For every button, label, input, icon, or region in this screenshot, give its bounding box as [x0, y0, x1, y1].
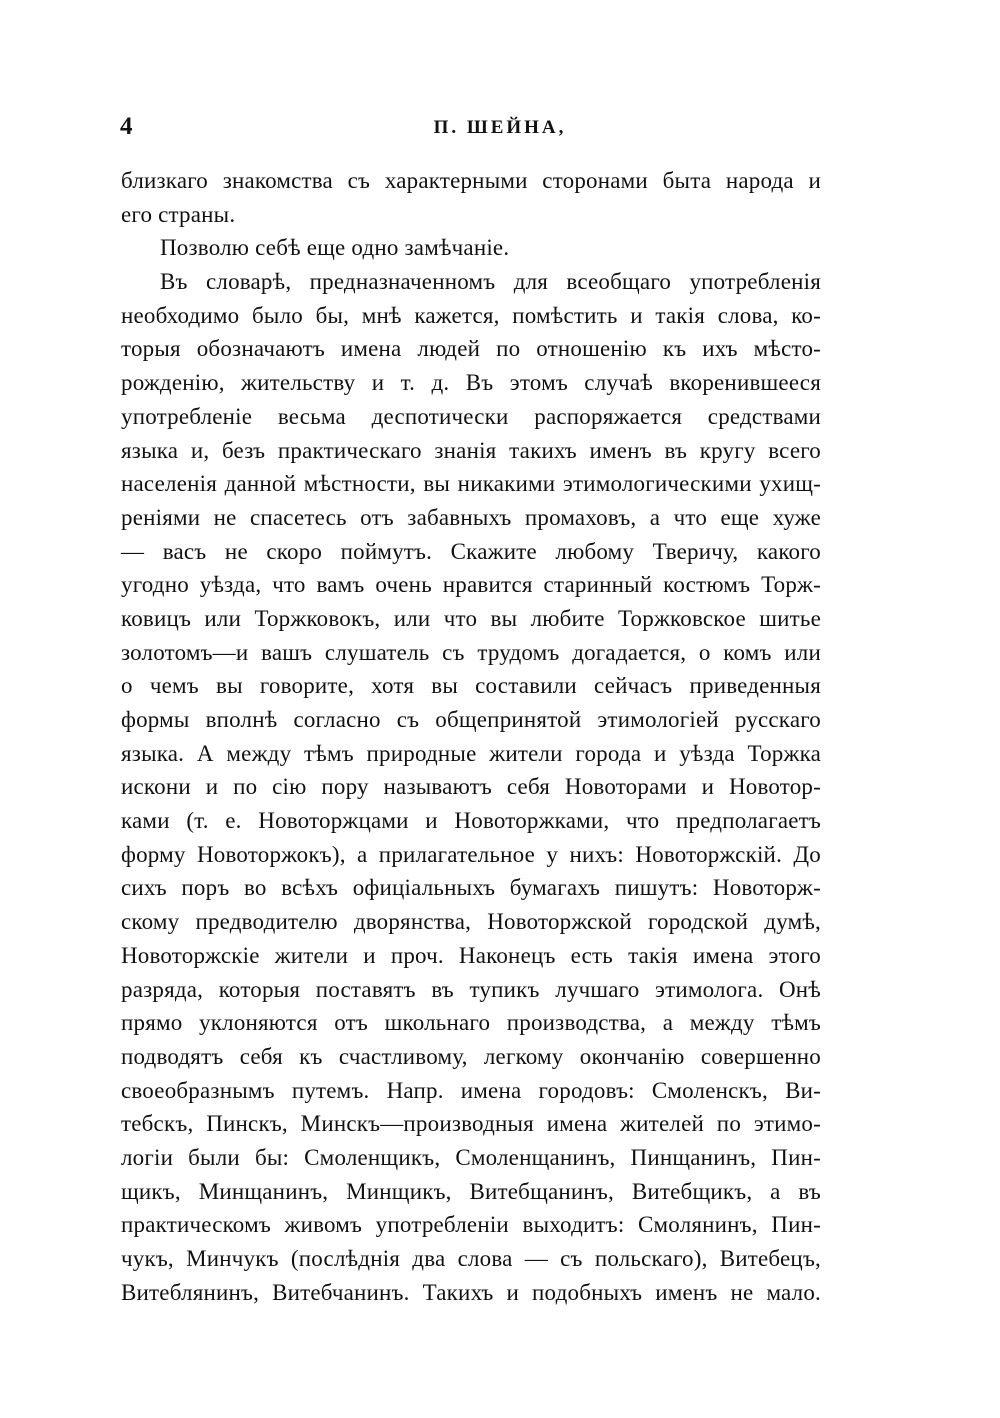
- text-line: искони и по сію пору называютъ себя Новоторами и Новотор-: [121, 774, 821, 800]
- running-title: П. ШЕЙНА,: [433, 117, 567, 138]
- text-line: угодно уѣзда, что вамъ очень нравится старинный костюмъ Торж-: [121, 572, 821, 598]
- text-line: щикъ, Минщанинъ, Минщикъ, Витебщанинъ, Витебщикъ, а въ: [121, 1178, 821, 1204]
- text-line: золотомъ—и вашъ слушатель съ трудомъ догадается, о комъ или: [121, 639, 821, 665]
- text-line: ковицъ или Торжковокъ, или что вы любите Торжковское шитье: [121, 605, 821, 631]
- text-line: тебскъ, Пинскъ, Минскъ—производныя имена жителей по этимо-: [121, 1111, 821, 1137]
- text-line: — васъ не скоро поймутъ. Скажите любому Тверичу, какого: [121, 538, 821, 564]
- text-line: близкаго знакомства съ характерными сторонами быта народа и: [121, 168, 821, 193]
- text-line: о чемъ вы говорите, хотя вы составили сейчасъ приведенныя: [121, 673, 821, 699]
- text-line: прямо уклоняются отъ школьнаго производства, а между тѣмъ: [121, 1010, 821, 1036]
- text-line: подводятъ себя къ счастливому, легкому окончанію совершенно: [121, 1043, 821, 1069]
- text-line: необходимо было бы, мнѣ кажется, помѣстить и такія слова, ко-: [121, 302, 821, 328]
- text-line: разряда, которыя поставятъ въ тупикъ лучшаго этимолога. Онѣ: [121, 976, 821, 1002]
- text-line: реніями не спасетесь отъ забавныхъ промаховъ, а что еще хуже: [121, 504, 821, 530]
- text-line: логіи были бы: Смоленщикъ, Смоленщанинъ, Пинщанинъ, Пин-: [121, 1144, 821, 1170]
- text-line: форму Новоторжокъ), а прилагательное у нихъ: Новоторжскій. До: [121, 841, 821, 867]
- text-line: Позволю себѣ еще одно замѣчаніе.: [160, 235, 510, 261]
- text-line: Новоторжскіе жители и проч. Наконецъ есть такія имена этого: [121, 942, 821, 968]
- text-line: Въ словарѣ, предназначенномъ для всеобщаго употребленія: [160, 269, 821, 295]
- text-line: скому предводителю дворянства, Новоторжской городской думѣ,: [121, 909, 821, 935]
- body-text: [121, 164, 821, 1309]
- text-line: языка. А между тѣмъ природные жители города и уѣзда Торжка: [121, 740, 821, 766]
- text-line: Витеблянинъ, Витебчанинъ. Такихъ и подобныхъ именъ не мало.: [121, 1279, 821, 1305]
- text-line: формы вполнѣ согласно съ общепринятой этимологіей русскаго: [121, 707, 821, 732]
- text-line: употребленіе весьма деспотически распоряжается средствами: [121, 403, 821, 429]
- text-line: населенія данной мѣстности, вы никакими этимологическими ухищ-: [121, 471, 821, 497]
- text-line: языка и, безъ практическаго знанія такихъ именъ въ кругу всего: [121, 437, 821, 463]
- text-line: сихъ поръ во всѣхъ офиціальныхъ бумагахъ пишутъ: Новоторж-: [121, 875, 821, 901]
- text-line: ками (т. е. Новоторжцами и Новоторжками, что предполагаетъ: [121, 808, 821, 834]
- text-line: рожденію, жительству и т. д. Въ этомъ случаѣ вкоренившееся: [121, 370, 821, 396]
- text-line: практическомъ живомъ употребленіи выходитъ: Смолянинъ, Пин-: [121, 1212, 821, 1238]
- text-line: чукъ, Минчукъ (послѣднія два слова — съ польскаго), Витебецъ,: [121, 1246, 821, 1271]
- page-number: 4: [120, 113, 133, 140]
- text-line: своеобразнымъ путемъ. Напр. имена городовъ: Смоленскъ, Ви-: [121, 1077, 821, 1103]
- text-line: торыя обозначаютъ имена людей по отношенію къ ихъ мѣсто-: [121, 336, 821, 362]
- text-line: его страны.: [121, 201, 236, 227]
